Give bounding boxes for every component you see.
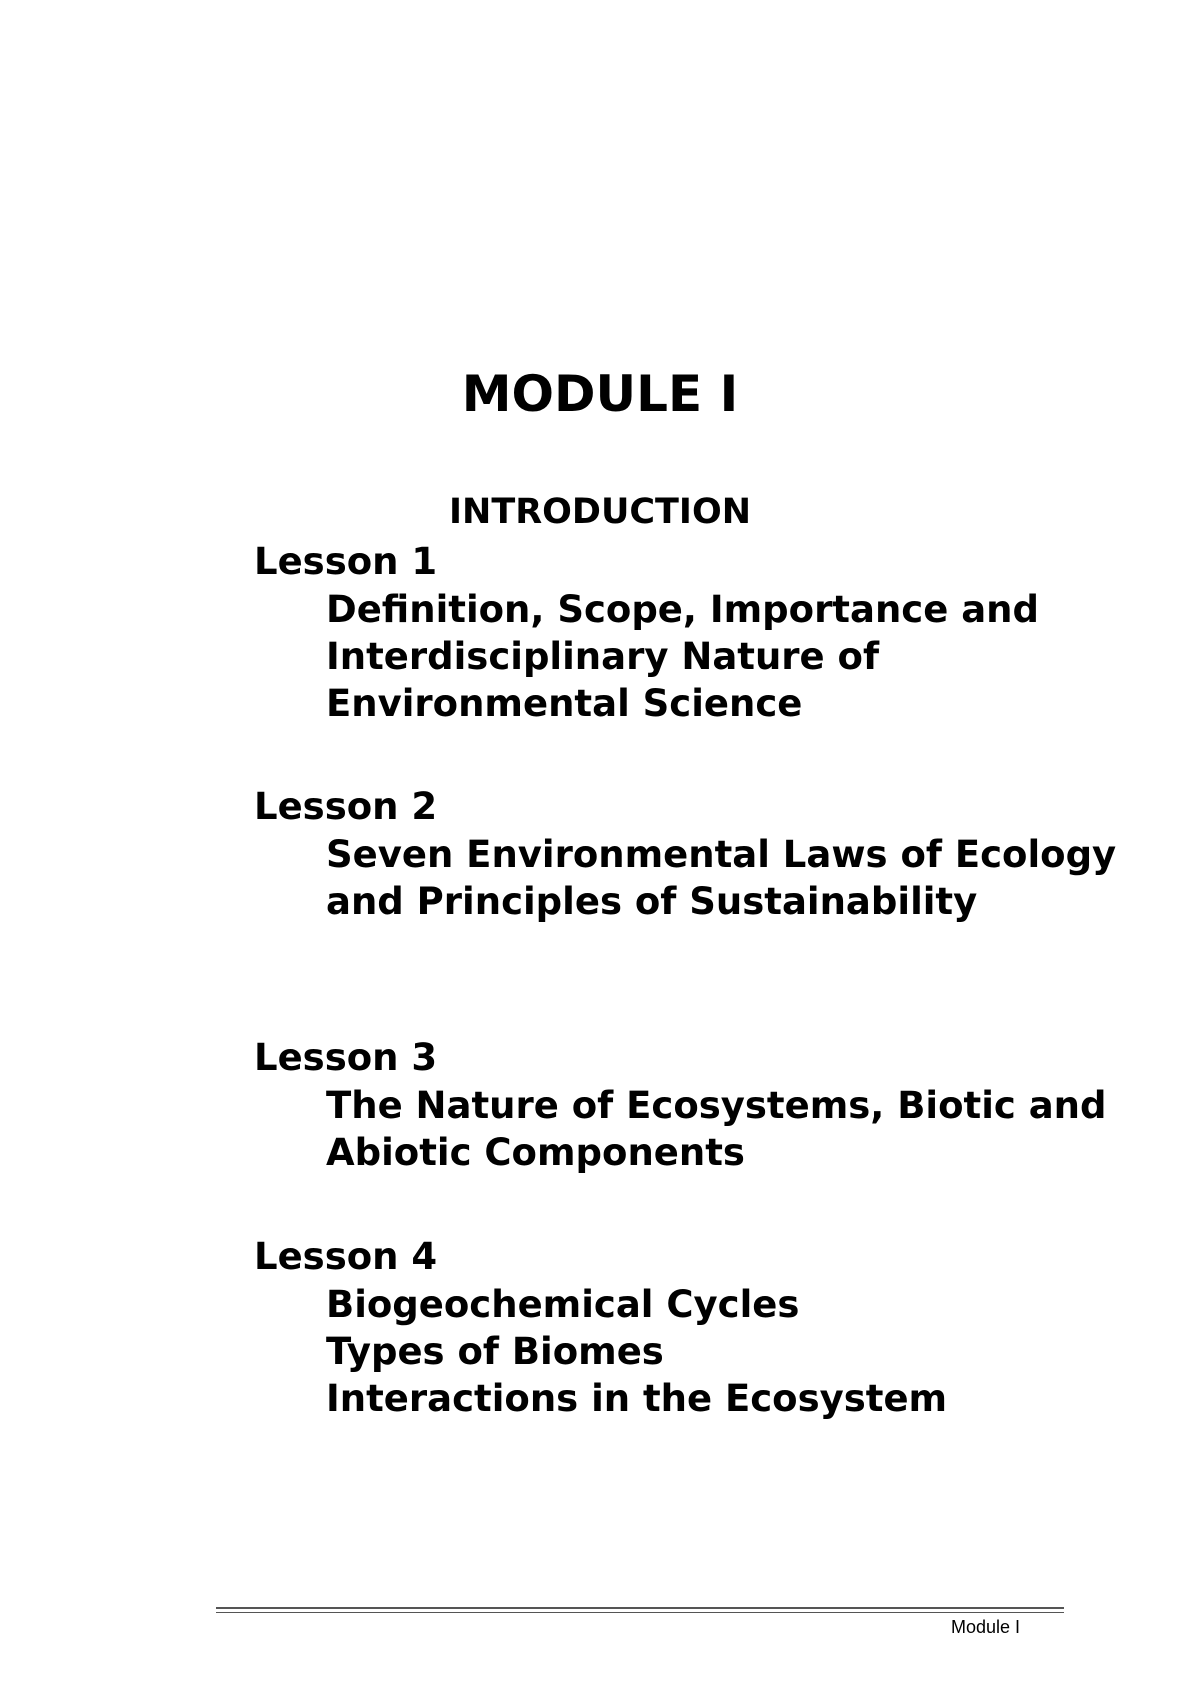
- lesson-label: Lesson 3: [254, 1036, 438, 1079]
- lesson-topics: [254, 831, 1154, 925]
- lesson-topic: Biogeochemical Cycles: [326, 1283, 800, 1326]
- lesson-3: [254, 1034, 1154, 1176]
- lesson-label: Lesson 4: [254, 1235, 438, 1278]
- module-title: MODULE I: [461, 365, 739, 423]
- lesson-topics: [254, 1281, 1154, 1422]
- lesson-topics: [254, 586, 1154, 727]
- lesson-topic: and Principles of Sustainability: [326, 880, 978, 923]
- lesson-topics: [254, 1082, 1154, 1176]
- lesson-topic: The Nature of Ecosystems, Biotic and: [326, 1084, 1107, 1127]
- lesson-topic: Environmental Science: [326, 682, 803, 725]
- footer-label: Module I: [950, 1617, 1020, 1637]
- lesson-label: Lesson 1: [254, 540, 438, 583]
- lesson-topic: Types of Biomes: [326, 1330, 664, 1373]
- lesson-4: [254, 1233, 1154, 1422]
- lesson-topic: Interactions in the Ecosystem: [326, 1377, 948, 1420]
- lesson-topic: Abiotic Components: [326, 1131, 745, 1174]
- section-heading: INTRODUCTION: [449, 492, 751, 532]
- lesson-topic: Seven Environmental Laws of Ecology: [326, 833, 1117, 876]
- footer-rule: [216, 1612, 1064, 1613]
- lesson-label: Lesson 2: [254, 785, 438, 828]
- lesson-topic: Definition, Scope, Importance and: [326, 588, 1040, 631]
- lesson-2: [254, 783, 1154, 925]
- lesson-1: [254, 538, 1154, 727]
- lesson-topic: Interdisciplinary Nature of: [326, 635, 880, 678]
- footer-rule: [216, 1607, 1064, 1609]
